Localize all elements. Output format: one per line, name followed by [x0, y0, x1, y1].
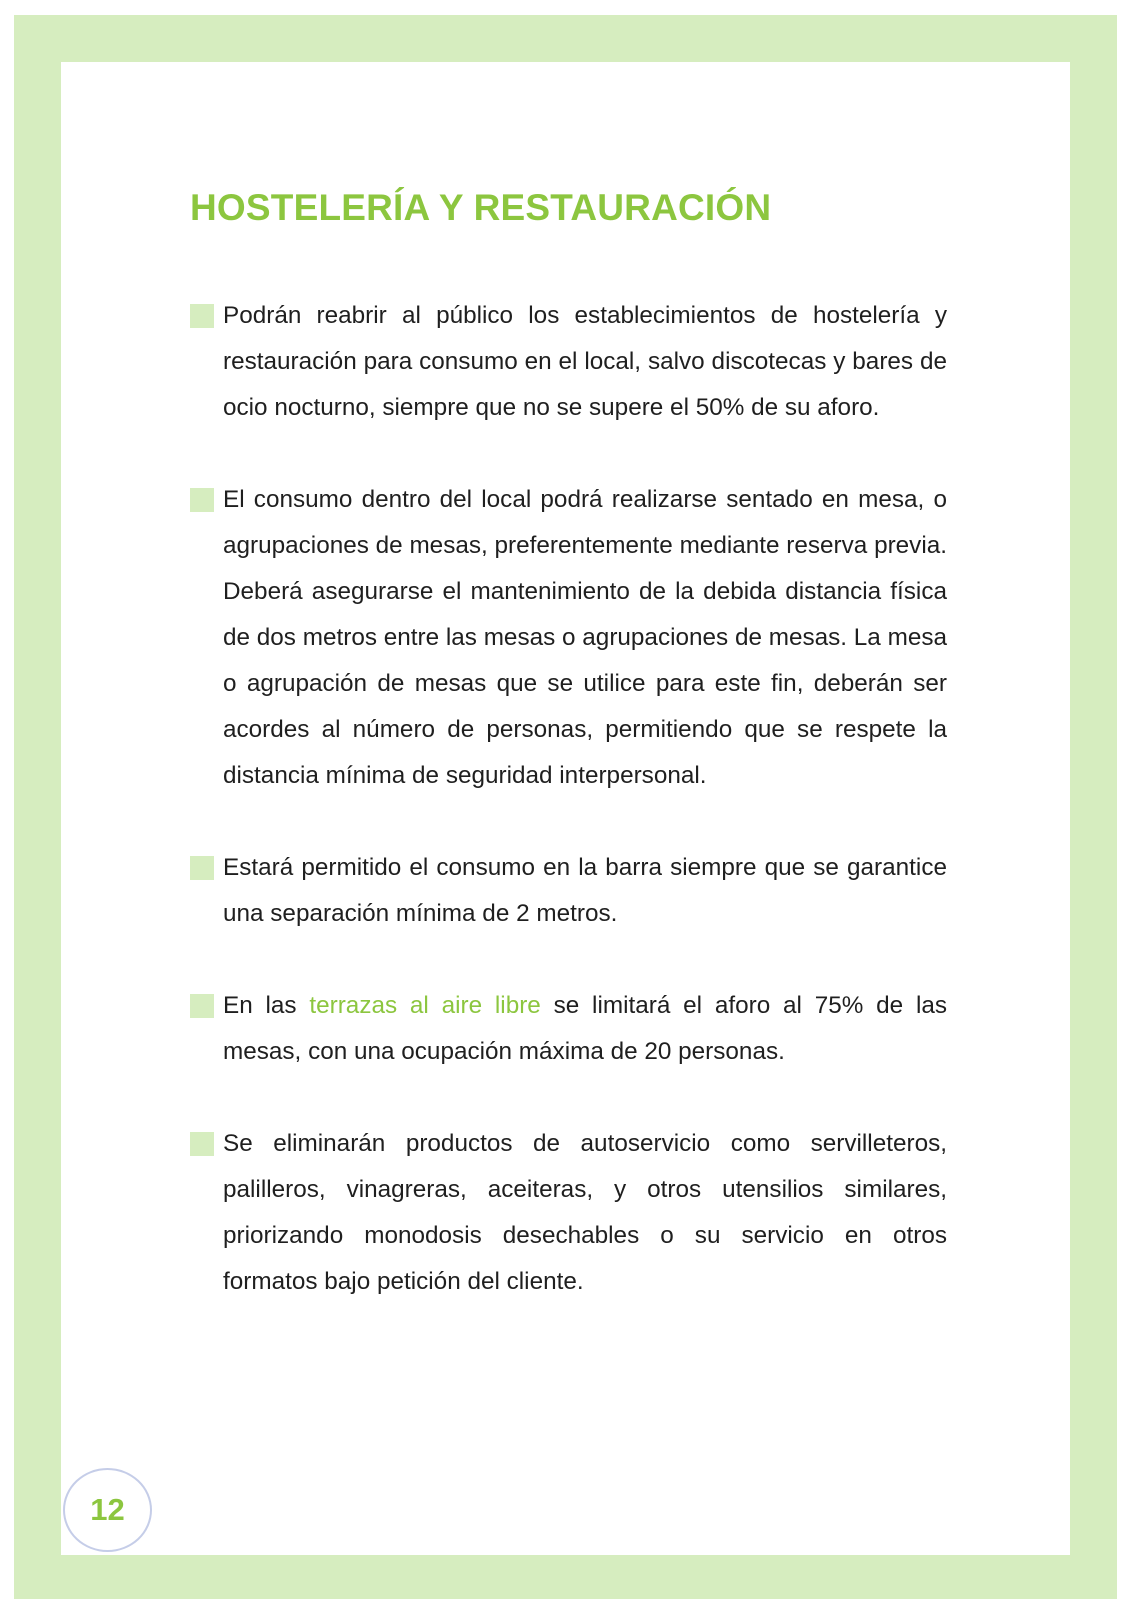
bullet-text: Se eliminarán productos de autoservicio como servilleteros, palilleros, vinagreras, aceiteras, y otros utensilios similares, priorizando monodosis desechables o su servicio en otros formatos bajo petición del cliente. — [223, 1130, 947, 1295]
bullet-square-icon — [190, 488, 214, 512]
bullet-item — [190, 1121, 947, 1305]
bullet-item — [190, 477, 947, 799]
bullet-text: El consumo dentro del local podrá realizarse sentado en mesa, o agrupaciones de mesas, preferentemente mediante reserva previa. Deberá asegurarse el mantenimiento de la debida distancia física de dos metros entre las mesas o agrupaciones de mesas. La mesa o agrupación de mesas que se utilice para este fin, deberán ser acordes al número de personas, permitiendo que se respete la distancia mínima de seguridad interpersonal. — [223, 486, 947, 789]
bullet-list — [190, 293, 947, 1305]
bullet-item — [190, 293, 947, 431]
bullet-square-icon — [190, 856, 214, 880]
bullet-item — [190, 983, 947, 1075]
bullet-text: Estará permitido el consumo en la barra siempre que se garantice una separación mínima de 2 metros. — [223, 854, 947, 927]
highlighted-text: terrazas al aire libre — [309, 992, 541, 1019]
bullet-text: Podrán reabrir al público los establecimientos de hostelería y restauración para consumo en el local, salvo discotecas y bares de ocio nocturno, siempre que no se supere el 50% de su aforo. — [223, 302, 947, 421]
page-title: HOSTELERÍA Y RESTAURACIÓN — [190, 187, 772, 228]
bullet-square-icon — [190, 304, 214, 328]
bullet-square-icon — [190, 994, 214, 1018]
bullet-square-icon — [190, 1132, 214, 1156]
page-number: 12 — [63, 1468, 152, 1552]
bullet-text: En las — [223, 992, 310, 1019]
bullet-item — [190, 845, 947, 937]
bullet-text: se limitará el aforo al 75% de las mesas, con una ocupación máxima de 20 personas. — [223, 992, 947, 1065]
